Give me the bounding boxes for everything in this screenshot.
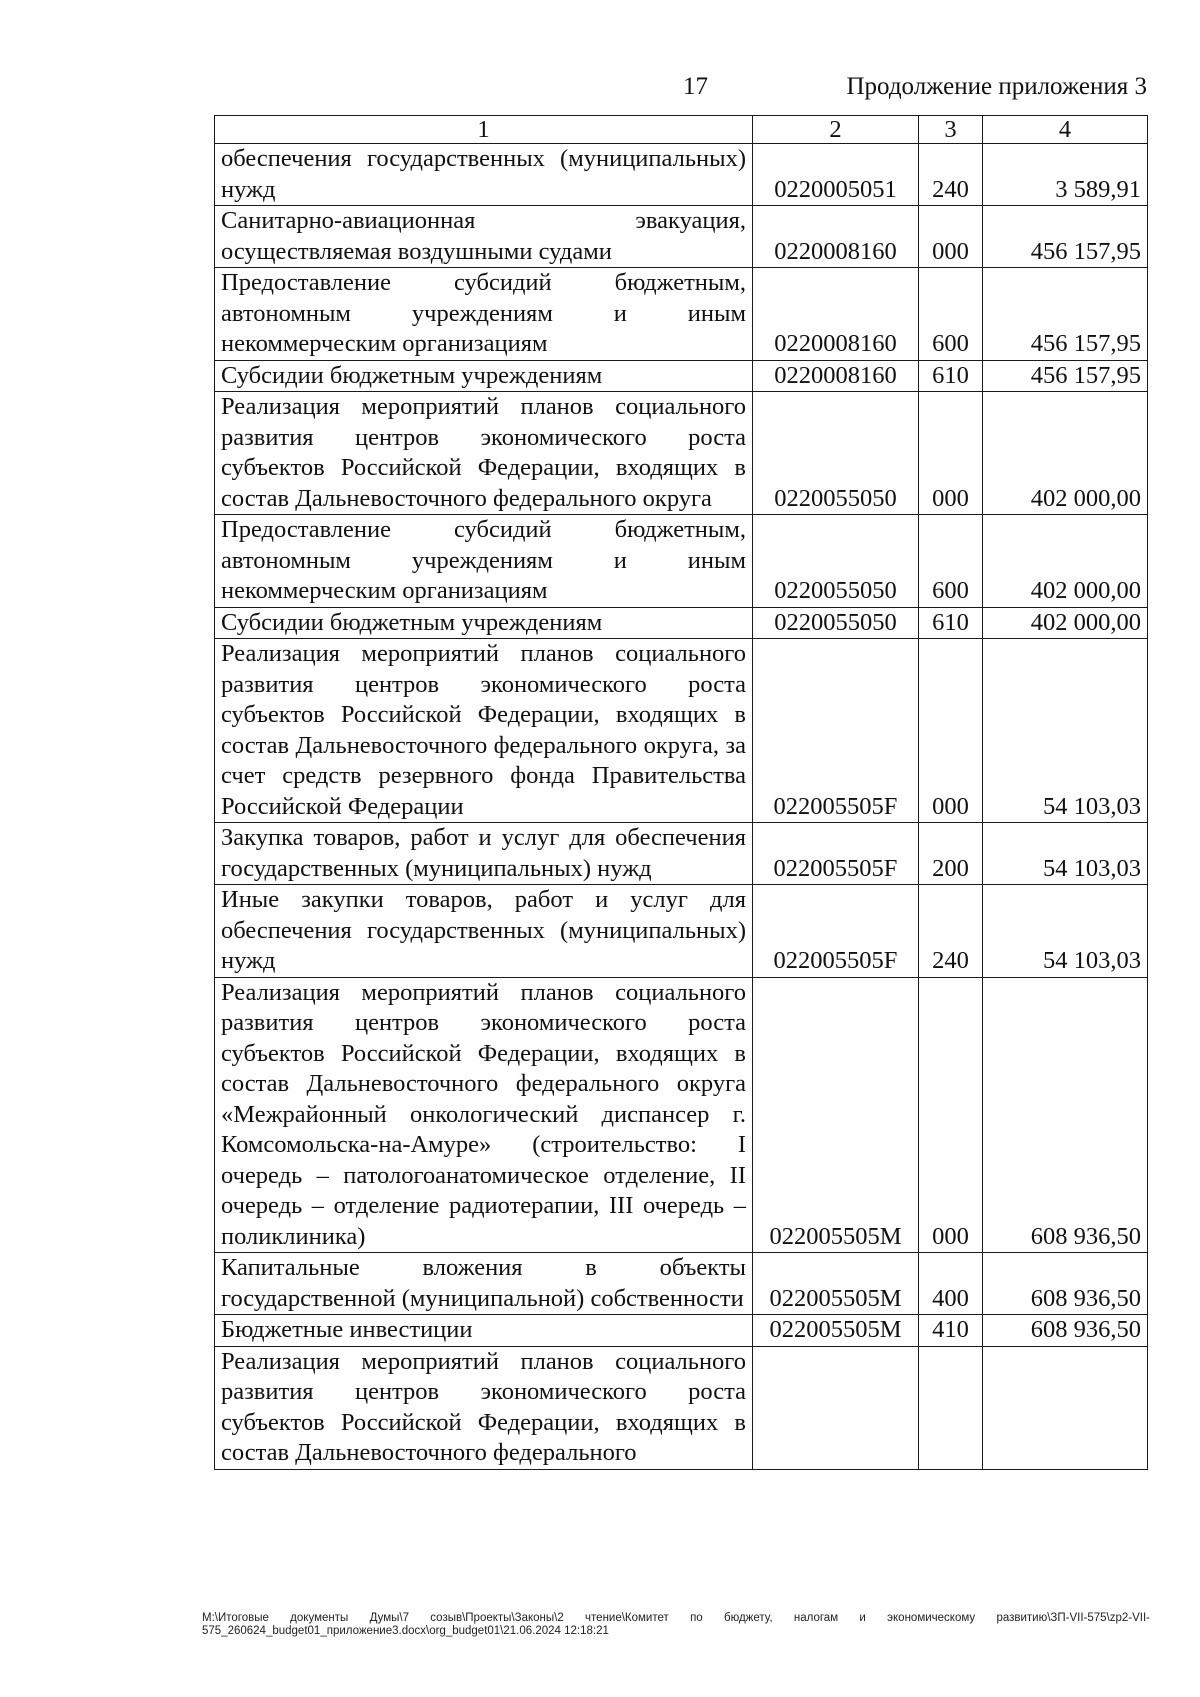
table-row bbox=[215, 1253, 1148, 1315]
row-name-cell: Реализация мероприятий планов социального развития центров экономического роста субъектов Российской Федерации, входящих в состав Дальневосточного федерального округа «Межрайонный онкологический диспансер г. Комсомольска-на-Амуре» (строительство: I очередь – патологоанатомическое отделение, II очередь – отделение радиотерапии, III очередь – поликлиника) bbox=[215, 977, 753, 1253]
row-type-cell: 000 bbox=[919, 206, 983, 268]
row-code-cell: 022005505F bbox=[753, 885, 919, 978]
row-name-cell: обеспечения государственных (муниципальных) нужд bbox=[215, 144, 753, 206]
row-name-cell: Предоставление субсидий бюджетным, автономным учреждениям и иным некоммерческим организациям bbox=[215, 268, 753, 361]
row-code-cell: 022005505F bbox=[753, 823, 919, 885]
row-name-cell: Субсидии бюджетным учреждениям bbox=[215, 607, 753, 639]
row-name-cell: Капитальные вложения в объекты государственной (муниципальной) собственности bbox=[215, 1253, 753, 1315]
column-header-2: 2 bbox=[753, 116, 919, 144]
row-amount-cell: 54 103,03 bbox=[983, 823, 1148, 885]
file-path-footer: M:\Итоговые документы Думы\7 созыв\Проекты\Законы\2 чтение\Комитет по бюджету, налогам и экономическому развитию\ЗП-VII-575\zp2-VII-575_260624_budget01_приложение3.docx\org_budget01\21.06.2024 12:18:21 bbox=[202, 1612, 1150, 1637]
row-type-cell: 200 bbox=[919, 823, 983, 885]
row-amount-cell: 608 936,50 bbox=[983, 1253, 1148, 1315]
table-row bbox=[215, 392, 1148, 515]
row-name-cell: Санитарно-авиационная эвакуация, осуществляемая воздушными судами bbox=[215, 206, 753, 268]
row-amount-cell: 456 157,95 bbox=[983, 206, 1148, 268]
row-type-cell: 610 bbox=[919, 360, 983, 392]
table-row bbox=[215, 1346, 1148, 1469]
row-name-cell: Бюджетные инвестиции bbox=[215, 1315, 753, 1347]
column-header-1: 1 bbox=[215, 116, 753, 144]
row-code-cell bbox=[753, 1346, 919, 1469]
row-code-cell: 0220055050 bbox=[753, 515, 919, 608]
table-row bbox=[215, 360, 1148, 392]
row-code-cell: 0220005051 bbox=[753, 144, 919, 206]
row-type-cell: 240 bbox=[919, 885, 983, 978]
table-row bbox=[215, 144, 1148, 206]
row-name-cell: Субсидии бюджетным учреждениям bbox=[215, 360, 753, 392]
page-number: 17 bbox=[683, 73, 708, 100]
row-type-cell: 240 bbox=[919, 144, 983, 206]
table-body bbox=[215, 144, 1148, 1470]
row-amount-cell: 456 157,95 bbox=[983, 268, 1148, 361]
table-row bbox=[215, 639, 1148, 823]
table-row bbox=[215, 885, 1148, 978]
row-name-cell: Реализация мероприятий планов социального развития центров экономического роста субъектов Российской Федерации, входящих в состав Дальневосточного федерального bbox=[215, 1346, 753, 1469]
table-header-row bbox=[215, 116, 1148, 144]
row-amount-cell: 608 936,50 bbox=[983, 1315, 1148, 1347]
row-amount-cell: 456 157,95 bbox=[983, 360, 1148, 392]
table-row bbox=[215, 977, 1148, 1253]
row-amount-cell: 54 103,03 bbox=[983, 885, 1148, 978]
table-row bbox=[215, 823, 1148, 885]
row-type-cell: 610 bbox=[919, 607, 983, 639]
row-type-cell: 600 bbox=[919, 515, 983, 608]
row-type-cell: 000 bbox=[919, 977, 983, 1253]
row-type-cell: 000 bbox=[919, 392, 983, 515]
row-amount-cell: 402 000,00 bbox=[983, 607, 1148, 639]
row-name-cell: Иные закупки товаров, работ и услуг для обеспечения государственных (муниципальных) нужд bbox=[215, 885, 753, 978]
table-row bbox=[215, 515, 1148, 608]
row-name-cell: Закупка товаров, работ и услуг для обеспечения государственных (муниципальных) нужд bbox=[215, 823, 753, 885]
row-amount-cell: 608 936,50 bbox=[983, 977, 1148, 1253]
table-row bbox=[215, 607, 1148, 639]
row-code-cell: 0220008160 bbox=[753, 360, 919, 392]
row-code-cell: 0220055050 bbox=[753, 392, 919, 515]
row-amount-cell: 3 589,91 bbox=[983, 144, 1148, 206]
row-amount-cell: 402 000,00 bbox=[983, 392, 1148, 515]
budget-table bbox=[214, 115, 1148, 1470]
row-code-cell: 022005505M bbox=[753, 1315, 919, 1347]
row-amount-cell: 54 103,03 bbox=[983, 639, 1148, 823]
row-name-cell: Реализация мероприятий планов социального развития центров экономического роста субъектов Российской Федерации, входящих в состав Дальневосточного федерального округа, за счет средств резервного фонда Правительства Российской Федерации bbox=[215, 639, 753, 823]
table-row bbox=[215, 206, 1148, 268]
row-code-cell: 022005505M bbox=[753, 977, 919, 1253]
column-header-4: 4 bbox=[983, 116, 1148, 144]
table-row bbox=[215, 268, 1148, 361]
row-type-cell bbox=[919, 1346, 983, 1469]
row-type-cell: 600 bbox=[919, 268, 983, 361]
row-code-cell: 0220008160 bbox=[753, 206, 919, 268]
row-type-cell: 000 bbox=[919, 639, 983, 823]
row-code-cell: 0220008160 bbox=[753, 268, 919, 361]
appendix-continuation-title: Продолжение приложения 3 bbox=[846, 73, 1147, 100]
row-code-cell: 022005505M bbox=[753, 1253, 919, 1315]
table-row bbox=[215, 1315, 1148, 1347]
row-name-cell: Реализация мероприятий планов социального развития центров экономического роста субъектов Российской Федерации, входящих в состав Дальневосточного федерального округа bbox=[215, 392, 753, 515]
row-type-cell: 410 bbox=[919, 1315, 983, 1347]
column-header-3: 3 bbox=[919, 116, 983, 144]
row-code-cell: 0220055050 bbox=[753, 607, 919, 639]
row-type-cell: 400 bbox=[919, 1253, 983, 1315]
row-amount-cell: 402 000,00 bbox=[983, 515, 1148, 608]
row-code-cell: 022005505F bbox=[753, 639, 919, 823]
row-name-cell: Предоставление субсидий бюджетным, автономным учреждениям и иным некоммерческим организациям bbox=[215, 515, 753, 608]
row-amount-cell bbox=[983, 1346, 1148, 1469]
